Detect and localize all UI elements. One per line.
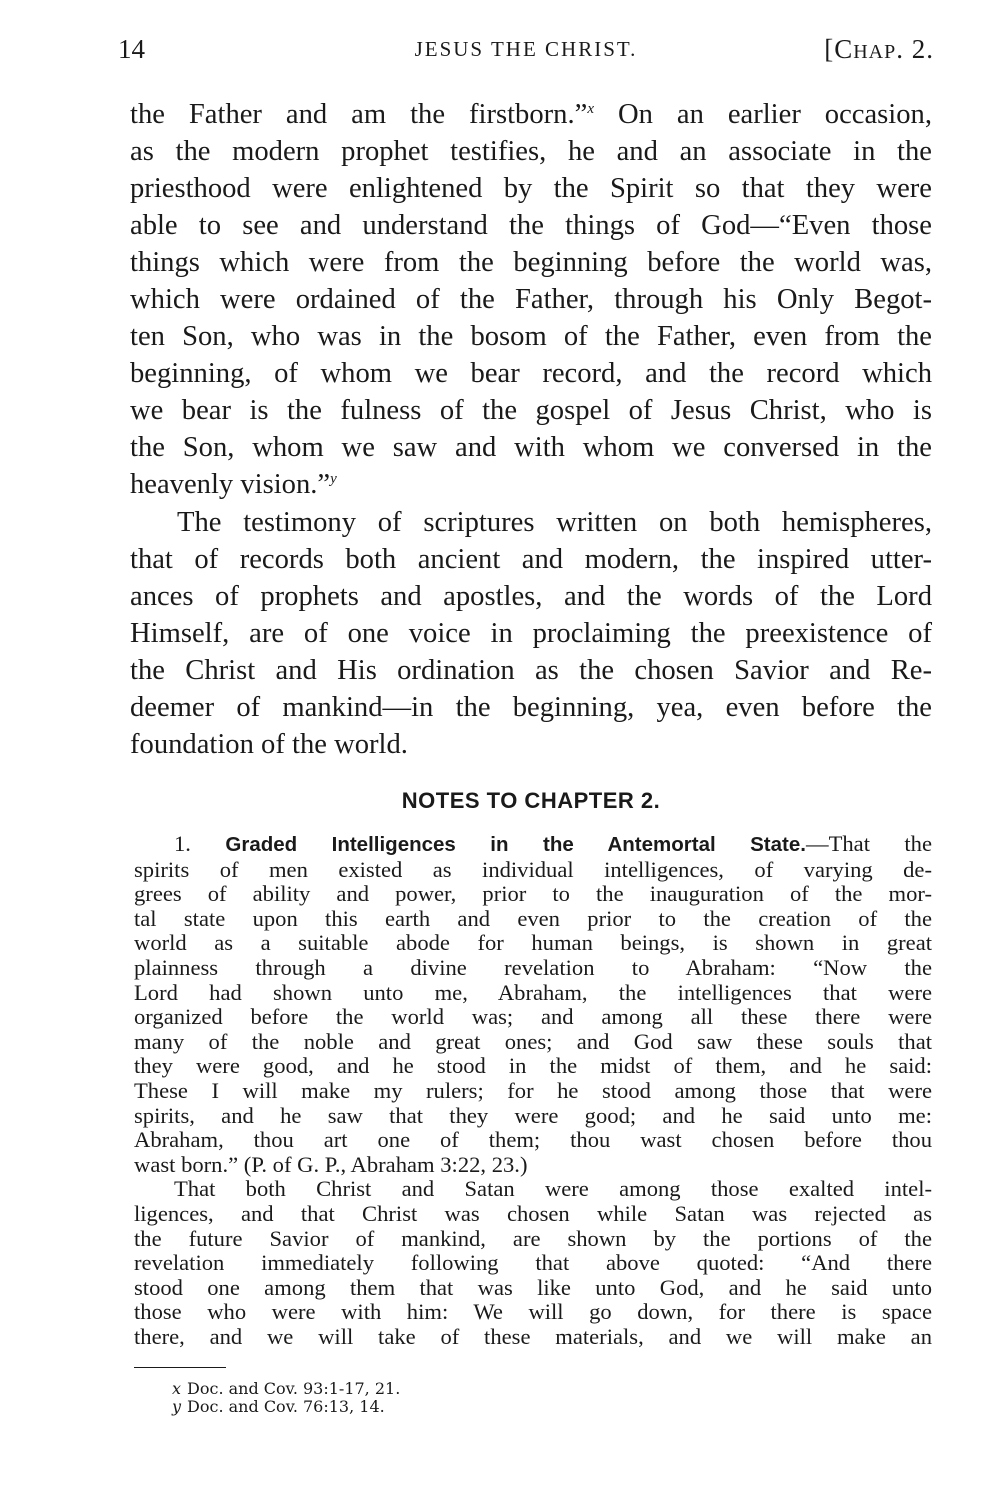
note-line: Lord had shown unto me, Abraham, the intelligences that were [134,979,932,1005]
text-line: things which were from the beginning before the world was, [130,247,932,278]
footnote-text: Doc. and Cov. 93:1-17, 21. [187,1379,401,1398]
note-line: many of the noble and great ones; and God saw these souls that [134,1028,932,1054]
text-line: deemer of mankind—in the beginning, yea, even before the [130,692,932,723]
text-line: as the modern prophet testifies, he and an associate in the [130,136,932,167]
note-title: Graded Intelligences in the Antemortal State. [225,833,806,856]
note-line: they were good, and he stood in the midst of them, and he said: [134,1053,932,1079]
note-line: tal state upon this earth and even prior to the creation of the [134,905,932,931]
chapter-prefix: [C [824,34,854,64]
page-number: 14 [118,34,145,64]
chapter-label [824,34,934,65]
note-line: That both Christ and Satan were among those exalted intel- [174,1176,932,1202]
note-line: spirits, and he saw that they were good; and he said unto me: [134,1102,932,1128]
note-line: world as a suitable abode for human beings, is shown in great [134,930,932,956]
note-line: grees of ability and power, prior to the inauguration of the mor- [134,881,932,907]
note-line: wast born.” (P. of G. P., Abraham 3:22, 23.) [134,1151,528,1177]
text-line: ances of prophets and apostles, and the words of the Lord [130,581,932,612]
footnote-mark: y [172,1397,182,1416]
note-line: spirits of men existed as individual intelligences, of varying de- [134,856,932,882]
main-text-para-1 [130,96,932,503]
text-line: that of records both ancient and modern, the inspired utter- [130,544,932,575]
chapter-number: . 2. [896,34,934,64]
footnote-mark: x [172,1379,182,1398]
text-line: foundation of the world. [130,729,408,760]
text-line: we bear is the fulness of the gospel of Jesus Christ, who is [130,395,932,426]
chapter-small: HAP [853,41,897,63]
note-line: there, and we will take of these materials, and we will make an [134,1323,932,1349]
footnote-text: Doc. and Cov. 76:13, 14. [187,1397,385,1416]
text-line: the Father and am the firstborn.”$^x$ On an earlier occasion, [130,99,932,130]
footnote-ref-y: y [330,471,337,487]
footnote-y [172,1398,400,1416]
note-line: ligences, and that Christ was chosen while Satan was rejected as [134,1200,932,1226]
running-head [118,34,934,74]
text-line: able to see and understand the things of God—“Even those [130,210,932,241]
note-line: Abraham, thou art one of them; thou wast chosen before thou [134,1127,932,1153]
text-line: priesthood were enlightened by the Spirit so that they were [130,173,932,204]
note-line: 1. Graded Intelligences in the Antemortal State.—That the [174,831,932,856]
note-1 [134,832,932,1349]
text-line: The testimony of scriptures written on both hemispheres, [177,507,932,538]
note-line: organized before the world was; and among all these there were [134,1004,932,1030]
footnote-divider [134,1367,226,1368]
text-line: beginning, of whom we bear record, and the record which [130,358,932,389]
text-line: the Son, whom we saw and with whom we conversed in the [130,432,932,463]
note-line: revelation immediately following that above quoted: “And there [134,1250,932,1276]
note-line: plainness through a divine revelation to Abraham: “Now the [134,954,932,980]
note-line: the future Savior of mankind, are shown by the portions of the [134,1225,932,1251]
footnote-x [172,1380,400,1398]
main-text-para-2 [130,504,932,763]
text-line: ten Son, who was in the bosom of the Father, even from the [130,321,932,352]
book-title: JESUS THE CHRIST. [414,37,638,61]
note-line: stood one among them that was like unto God, and he said unto [134,1274,932,1300]
notes-heading: NOTES TO CHAPTER 2. [401,788,661,813]
footnote-ref-x: x [587,101,594,117]
text-line: Himself, are of one voice in proclaiming the preexistence of [130,618,932,649]
note-line: These I will make my rulers; for he stood among those that were [134,1077,932,1103]
note-number: 1. [174,831,191,856]
footnotes [172,1380,400,1416]
note-line: those who were with him: We will go down, for there is space [134,1299,932,1325]
text-line: the Christ and His ordination as the chosen Savior and Re- [130,655,932,686]
text-line: which were ordained of the Father, through his Only Begot- [130,284,932,315]
text-line: heavenly vision.”$^y$ [130,469,337,500]
